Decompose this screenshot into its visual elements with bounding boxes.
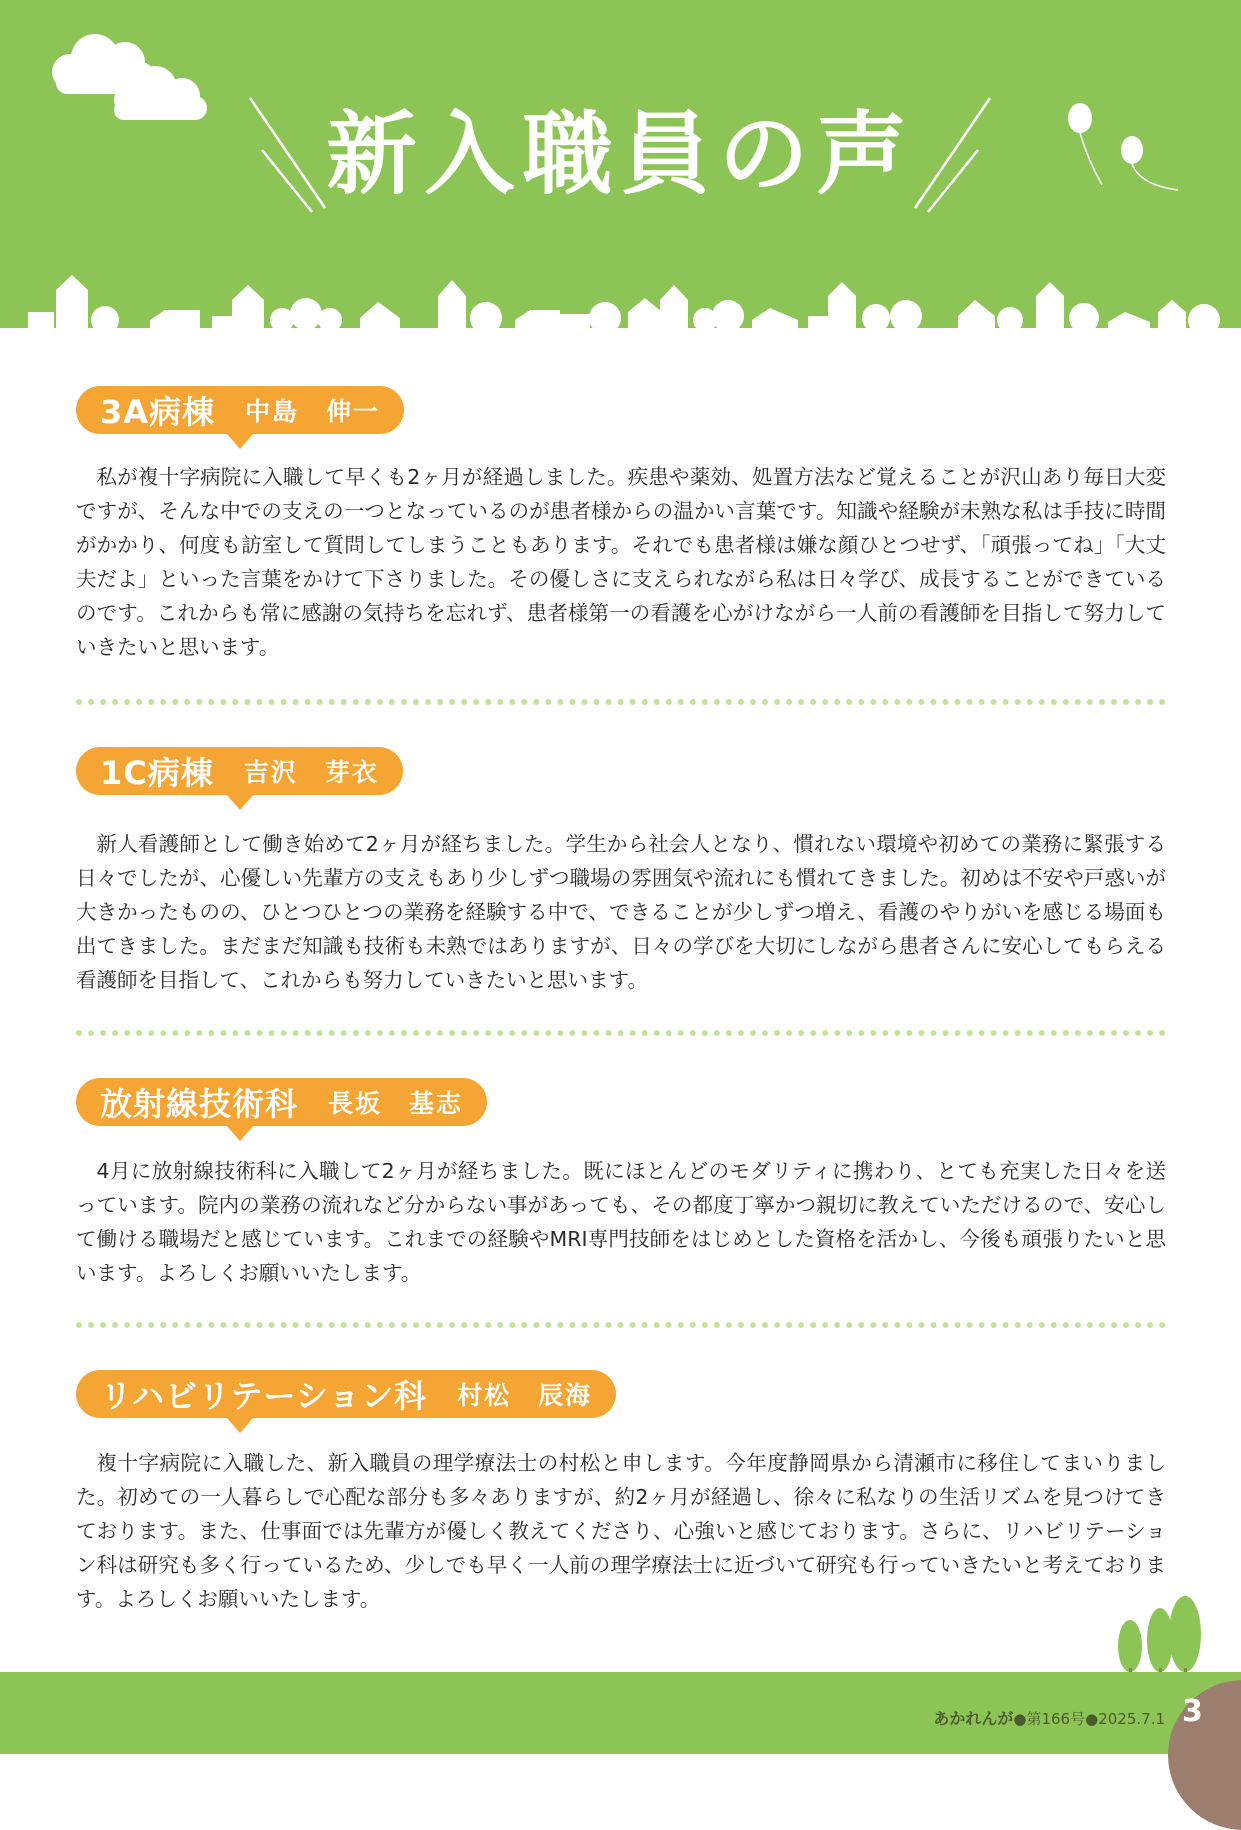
- newsletter-name: あかれんが: [933, 1709, 1014, 1728]
- section-body: 複十字病院に入職した、新入職員の理学療法士の村松と申します。今年度静岡県から清瀬市に移住してまいりました。初めての一人暮らしで心配な部分も多々ありますが、約2ヶ月が経過し、徐々に私なりの生活リズムを見つけてきております。また、仕事面では先輩方が優しく教えてくださり、心強いと感じております。さらに、リハビリテーション科は研究も多く行っているため、少しでも早く一人前の理学療法士に近づいて研究も行っていきたいと考えております。よろしくお願いいたします。: [76, 1451, 1166, 1611]
- department-label: 1C病棟: [100, 754, 214, 792]
- header-banner: [0, 0, 1241, 345]
- staff-name: 村松 辰海: [457, 1381, 593, 1410]
- dotted-divider: [76, 699, 1166, 705]
- department-label: リハビリテーション科: [100, 1377, 428, 1415]
- tree-icon: [1115, 1590, 1215, 1680]
- page-number: 3: [1182, 1694, 1203, 1729]
- section-tag: [76, 1078, 487, 1126]
- staff-name: 吉沢 芽衣: [243, 758, 379, 787]
- section-tag: [76, 747, 403, 795]
- section-body: 私が複十字病院に入職して早くも2ヶ月が経過しました。疾患や薬効、処置方法など覚えることが沢山あり毎日大変ですが、そんな中での支えの一つとなっているのが患者様からの温かい言葉です。知識や経験が未熟な私は手技に時間がかかり、何度も訪室して質問してしまうこともあります。それでも患者様は嫌な顔ひとつせず、「頑張ってね」「大丈夫だよ」といった言葉をかけて下さりました。その優しさに支えられながら私は日々学び、成長することができているのです。これからも常に感謝の気持ちを忘れず、患者様第一の看護を心がけながら一人前の看護師を目指して努力していきたいと思います。: [76, 465, 1166, 659]
- section-body: 新人看護師として働き始めて2ヶ月が経ちました。学生から社会人となり、慣れない環境や初めての業務に緊張する日々でしたが、心優しい先輩方の支えもあり少しずつ職場の雰囲気や流れにも慣れてきました。初めは不安や戸惑いが大きかったものの、ひとつひとつの業務を経験する中で、できることが少しずつ増え、看護のやりがいを感じる場面も出てきました。まだまだ知識も技術も未熟ではありますが、日々の学びを大切にしながら患者さんに安心してもらえる看護師を目指して、これからも努力していきたいと思います。: [76, 832, 1166, 992]
- section-tag: [76, 386, 404, 434]
- town-silhouette-icon: [0, 275, 1241, 345]
- dotted-divider: [76, 1322, 1166, 1328]
- staff-name: 中島 伸一: [245, 397, 381, 426]
- department-label: 放射線技術科: [100, 1085, 299, 1123]
- department-label: 3A病棟: [100, 393, 216, 431]
- issue-number: 第166号: [1026, 1710, 1086, 1728]
- section-body: 4月に放射線技術科に入職して2ヶ月が経ちました。既にほとんどのモダリティに携わり、とても充実した日々を送っています。院内の業務の流れなど分からない事があっても、その都度丁寧かつ親切に教えていただけるので、安心して働ける職場だと感じています。これまでの経験やMRI専門技師をはじめとした資格を活かし、今後も頑張りたいと思います。よろしくお願いいたします。: [76, 1159, 1166, 1285]
- staff-name: 長坂 基志: [328, 1089, 464, 1118]
- dotted-divider: [76, 1030, 1166, 1036]
- section-tag: [76, 1370, 616, 1418]
- footer-info: あかれんが●第166号●2025.7.1: [933, 1709, 1165, 1728]
- issue-date: 2025.7.1: [1098, 1710, 1165, 1728]
- page-title: 新入職員の声: [326, 102, 915, 207]
